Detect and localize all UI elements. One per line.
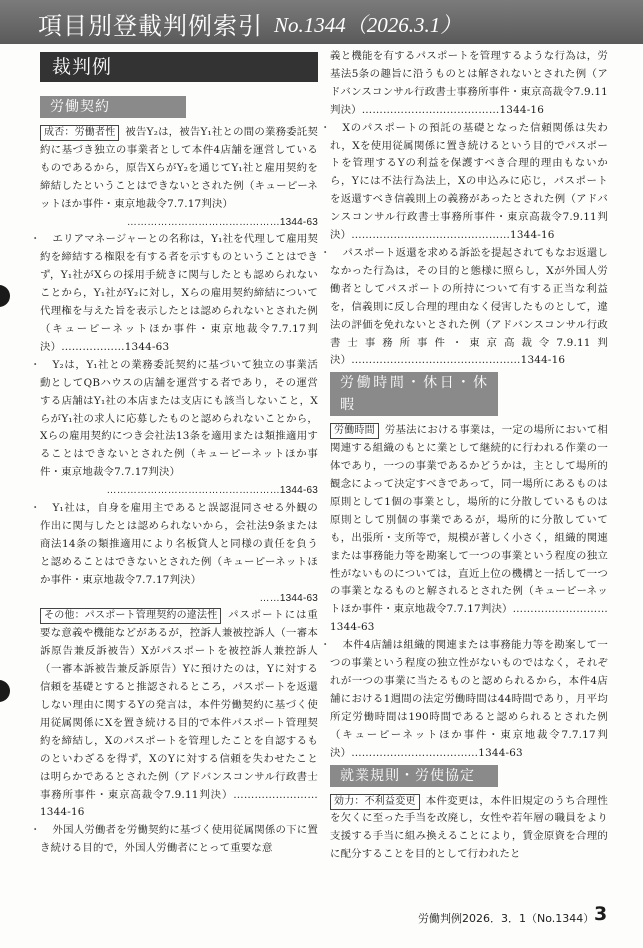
case-entry xyxy=(330,637,608,762)
entry-text: 義と機能を有するパスポートを管理するような行為は，労基法5条の趣旨に沿うものとは解されないとされた例（アドバンスコンサル行政書士事務所事件・東京高裁令7.9.11判決） xyxy=(330,50,608,116)
case-entry xyxy=(40,124,318,231)
page-reference: ………………1344-63 xyxy=(61,340,170,353)
case-entry xyxy=(40,231,318,356)
page-reference: ………………………………………1344-16 xyxy=(351,229,555,242)
case-entry-continued xyxy=(330,48,608,120)
page-reference: …………………………………………1344-16 xyxy=(351,354,566,367)
case-entry xyxy=(330,245,608,370)
category-tag: 効力：不利益変更 xyxy=(330,794,420,810)
section-bar: 裁判例 xyxy=(40,52,318,82)
entry-text: パスポート返還を求める訴訟を提起されてもなお返還しなかった行為は，その目的と態様に照らし，Xが外国人労働者としてパスポートの所持について有する正当な利益を，信義則に反し合理的理由なく侵害したものとして，違法の評価を免れないとされた例（アドバンスコンサル行政書士事務所事件・東京高裁令7.9.11判決） xyxy=(330,246,608,367)
entry-text: パスポートには重要な意義や機能などがあるが，控訴人兼被控訴人（一審本訴原告兼反訴被告）Xがパスポートを被控訴人兼控訴人（一審本訴被告兼反訴原告）Yに預けたのは，Yに対する信頼を基礎とすると推認されるところ，パスポートを返還しない理由に関するYの発言は，本件労働契約に基づく使用従属関係にXを置き続ける目的で本件パスポート管理契約を締結し，Xのパスポートを管理したことを自認するものといわざるを得ず，XのYに対する信頼を失わせたことは明らかであるとされた例（アドバンスコンサル行政書士事務所事件・東京高裁令7.9.11判決） xyxy=(40,609,318,801)
case-entry xyxy=(330,422,608,637)
category-tag: 労働時間 xyxy=(330,423,379,439)
page-reference: ……1344-63 xyxy=(259,592,318,604)
page-reference: ………………………………………1344-63 xyxy=(126,216,318,228)
case-entry xyxy=(330,120,608,245)
issue-number: No.1344（2026.3.1） xyxy=(274,13,462,37)
entry-text: Xのパスポートの預託の基礎となった信頼関係は失われ，Xを使用従属関係に置き続けるという目的でパスポートを管理するYの利益を保護すべき合理的理由もないから，Yには不法行為法上，Xの申込みに応じ，パスポートを返還すべき信義則上の義務があったとされた例（アドバンスコンサル行政書士事務所事件・東京高裁令7.9.11判決） xyxy=(330,121,608,242)
left-column xyxy=(40,52,318,858)
index-title: 項目別登載判例索引 xyxy=(38,12,263,40)
case-entry xyxy=(40,500,318,607)
case-entry xyxy=(40,357,318,500)
punch-hole xyxy=(0,680,10,702)
section-heading-working-hours: 労働時間・休日・休暇 xyxy=(330,372,498,416)
page-number: 3 xyxy=(594,903,608,925)
category-tag: 成否：労働者性 xyxy=(40,125,119,141)
section-heading-work-rules: 就業規則・労使協定 xyxy=(330,765,498,787)
section-heading-labor-contract: 労働契約 xyxy=(40,96,186,118)
page-reference: …………………………………1344-16 xyxy=(361,103,545,116)
page-reference: ………………………………1344-63 xyxy=(351,746,523,759)
entry-text: エリアマネージャーとの名称は，Y₁社を代理して雇用契約を締結する権限を有する者を示すものということはできず，Y₁社がXらの採用手続きに関与したとも認められないことから，Y₁社がY₂に対し，Xらの雇用契約締結について代理権を与えた旨を表示したとは認められないとされた例（キューピーネットほか事件・東京地裁令7.7.17判決） xyxy=(40,233,318,353)
entry-text: 本件変更は，本件旧規定のうち合理性を欠くに至った手当を改廃し，女性や若年層の職員をより支援する手当に組み換えることにより，賃金原資を合理的に配分することを目的として行われたと xyxy=(330,794,608,861)
punch-hole xyxy=(0,285,10,307)
entry-text: 本件4店舗は組織的関連または事務能力等を勘案して一つの事業という程度の独立性がないものではなく，それぞれが一つの事業に当たるものと認められるから，本件4店舗における1週間の法定労働時間は44時間であり，月平均所定労働時間は190時間であると認められるとされた例（キューピーネットほか事件・東京地裁令7.7.17判決） xyxy=(330,639,608,759)
header-band xyxy=(0,0,643,44)
entry-text: Y₁社は，自身を雇用主であると誤認混同させる外観の作出に関与したとは認められないから，会社法9条または商法14条の類推適用により名板貸人と同様の責任を負うと認めることはできないとされた例（キューピーネットほか事件・東京地裁令7.7.17判決） xyxy=(40,502,318,586)
entry-text: 外国人労働者を労働契約に基づく使用従属関係の下に置き続ける目的で，外国人労働者にとって重要な意 xyxy=(40,824,318,855)
page-reference: ……………………………………………1344-63 xyxy=(106,485,318,497)
page-reference: ……………………1344-16 xyxy=(40,788,318,819)
entry-text: Y₂は，Y₁社との業務委託契約に基づいて独立の事業活動としてQBハウスの店舗を運営する者であり，その運営する店舗はY₁社の本店または支店にも該当しないこと，XらがY₁社の求人に応募したものと認められないことから，Xらの雇用契約につき会社法13条を適用または類推適用することはできないとされた例（キューピーネットほか事件・東京地裁令7.7.17判決） xyxy=(40,358,318,479)
category-tag: その他：パスポート管理契約の違法性 xyxy=(40,608,221,624)
entry-text: 被告Y₂は，被告Y₁社との間の業務委託契約に基づき独立の事業者として本件4店舗を運営しているものであるから，原告XらがY₂を通じてY₁社と雇用契約を締結したということはできないとされた例（キューピーネットほか事件・東京地裁令7.7.17判決） xyxy=(40,126,318,210)
case-entry xyxy=(40,607,318,822)
page-reference: ………………………1344-63 xyxy=(330,603,608,634)
case-entry xyxy=(330,793,608,865)
right-column xyxy=(330,48,608,864)
journal-footer: 労働判例2026．3．1（No.1344） xyxy=(418,912,595,925)
case-entry xyxy=(40,822,318,858)
entry-text: 労基法における事業は，一定の場所において相関連する組織のもとに業として継続的に行われる作業の一体であり，一つの事業であるかどうかは，主として場所的観念によって決定すべきであって，同一場所にあるものは原則として1個の事業とし，場所的に分散しているものは原則として別個の事業であるが，場所的に分散していても，出張所・支所等で，規模が著しく小さく，組織的関連または事務能力等を勘案して一つの事業という程度の独立性がないものについては，直近上位の機構と一括して一つの事業となるものと解されるとされた例（キューピーネットほか事件・東京地裁令7.7.17判決） xyxy=(330,424,608,616)
